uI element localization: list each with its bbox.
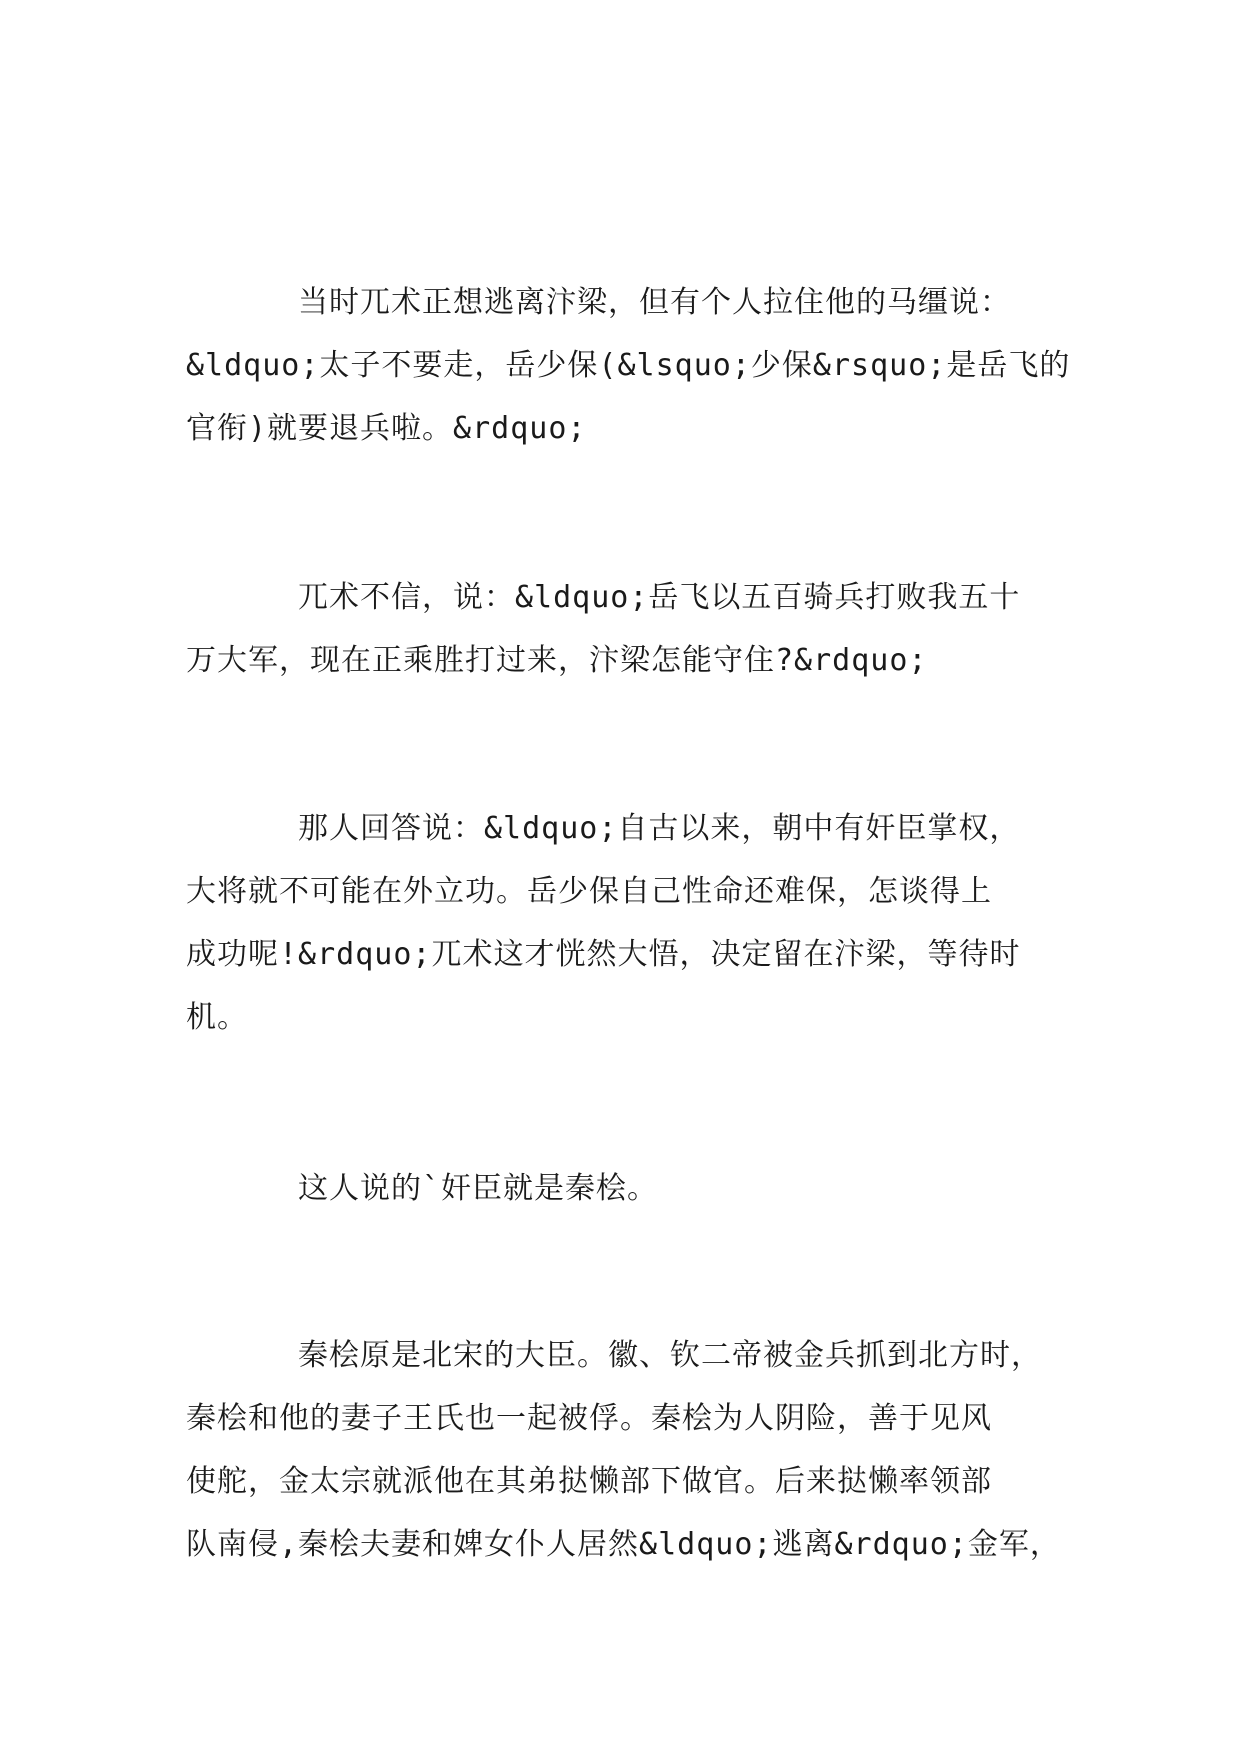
paragraph-1 <box>186 271 1071 460</box>
paragraph-line: 官衔)就要退兵啦。&rdquo; <box>186 411 587 446</box>
paragraph-line: 当时兀术正想逃离汴梁，但有个人拉住他的马缰说： <box>298 285 1011 320</box>
paragraph-line: 万大军，现在正乘胜打过来，汴梁怎能守住?&rdquo; <box>186 643 928 678</box>
paragraph-line: 机。 <box>186 1000 248 1035</box>
paragraph-line: 那人回答说：&ldquo;自古以来，朝中有奸臣掌权， <box>298 811 1021 846</box>
paragraph-5 <box>186 1324 1066 1576</box>
paragraph-line: 秦桧和他的妻子王氏也一起被俘。秦桧为人阴险，善于见风 <box>186 1401 992 1436</box>
paragraph-4 <box>186 1157 1066 1220</box>
paragraph-3 <box>186 797 1066 1049</box>
paragraph-line: 成功呢!&rdquo;兀术这才恍然大悟，决定留在汴梁，等待时 <box>186 937 1021 972</box>
paragraph-line: 大将就不可能在外立功。岳少保自己性命还难保，怎谈得上 <box>186 874 992 909</box>
paragraph-line: 使舵，金太宗就派他在其弟挞懒部下做官。后来挞懒率领部 <box>186 1464 992 1499</box>
paragraph-line: 队南侵,秦桧夫妻和婢女仆人居然&ldquo;逃离&rdquo;金军， <box>186 1527 1061 1562</box>
paragraph-line: 兀术不信，说：&ldquo;岳飞以五百骑兵打败我五十 <box>298 580 1021 615</box>
paragraph-line: 这人说的`奸臣就是秦桧。 <box>298 1171 659 1206</box>
paragraph-line: &ldquo;太子不要走，岳少保(&lsquo;少保&rsquo;是岳飞的 <box>186 348 1071 383</box>
paragraph-2 <box>186 566 1066 692</box>
paragraph-line: 秦桧原是北宋的大臣。徽、钦二帝被金兵抓到北方时， <box>298 1338 1042 1373</box>
